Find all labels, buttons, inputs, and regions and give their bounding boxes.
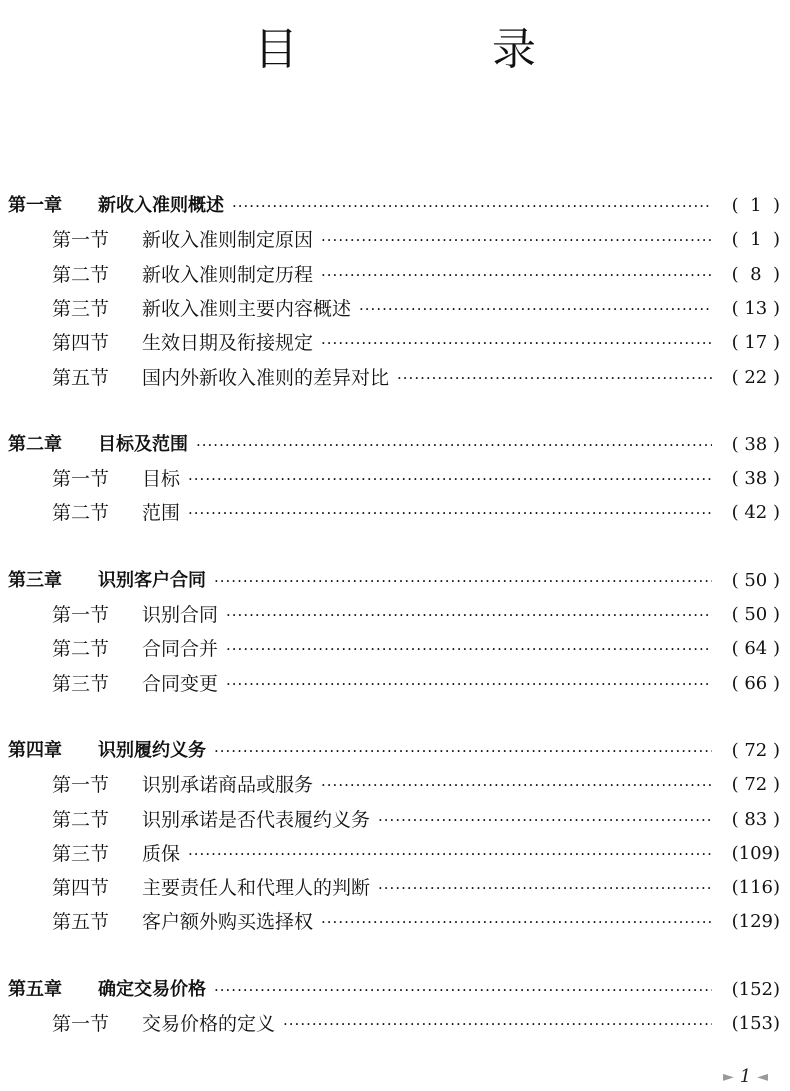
page-title: 目 录 <box>254 24 626 75</box>
toc-section-row <box>0 328 790 358</box>
dot-leader <box>226 669 712 699</box>
dot-leader <box>359 294 712 324</box>
dot-leader <box>283 1009 712 1039</box>
toc-entry-title: 范围 <box>142 502 181 525</box>
toc-page-number: ( 17 ) <box>731 332 780 354</box>
dot-leader <box>321 328 712 358</box>
toc-section-row <box>0 907 790 937</box>
toc-section-row <box>0 805 790 835</box>
toc-entry-title: 目标及范围 <box>98 433 188 455</box>
toc-page-number: (129) <box>731 911 780 933</box>
toc-entry-title: 新收入准则制定原因 <box>142 229 314 252</box>
dot-leader <box>397 363 712 393</box>
toc-entry-title: 质保 <box>142 842 181 865</box>
toc-page-number: ( 38 ) <box>731 468 780 490</box>
toc-chapter-row <box>0 566 790 596</box>
toc-section-row <box>0 634 790 664</box>
toc-entry-title: 目标 <box>142 468 181 491</box>
toc-page-number: ( 13 ) <box>731 297 780 319</box>
toc-entry-number: 第五节 <box>52 366 110 389</box>
toc-page-number: ( 42 ) <box>731 502 780 524</box>
toc-page-number: (116) <box>731 877 780 899</box>
dot-leader <box>196 430 712 460</box>
toc-chapter-row <box>0 430 790 460</box>
dot-leader <box>226 634 712 664</box>
toc-section-row <box>0 600 790 630</box>
toc-page-number: ( 66 ) <box>731 672 780 694</box>
dot-leader <box>378 805 712 835</box>
dot-leader <box>321 907 712 937</box>
toc-section-row <box>0 873 790 903</box>
left-marker-icon: ► <box>722 1068 734 1085</box>
toc-entry-title: 主要责任人和代理人的判断 <box>142 877 371 900</box>
toc-section-row <box>0 260 790 290</box>
toc-chapter-row <box>0 191 790 221</box>
toc-entry-number: 第三节 <box>52 842 110 865</box>
toc-page-number: ( 64 ) <box>731 638 780 660</box>
toc-entry-title: 国内外新收入准则的差异对比 <box>142 366 390 389</box>
toc-section-row <box>0 1009 790 1039</box>
dot-leader <box>226 600 712 630</box>
toc-section-row <box>0 294 790 324</box>
dot-leader <box>321 770 712 800</box>
dot-leader <box>214 566 712 596</box>
toc-entry-title: 合同变更 <box>142 672 219 695</box>
toc-entry-title: 新收入准则主要内容概述 <box>142 297 352 320</box>
toc-entry-title: 识别承诺商品或服务 <box>142 774 314 797</box>
toc-page-number: ( 1 ) <box>731 229 780 251</box>
toc-page-number: ( 8 ) <box>731 263 780 285</box>
toc-page-number: (152) <box>731 978 780 1000</box>
toc-page-number: (109) <box>731 842 780 864</box>
toc-page-number: ( 83 ) <box>731 808 780 830</box>
toc-page-number: ( 50 ) <box>731 569 780 591</box>
dot-leader <box>214 736 712 766</box>
toc-entry-number: 第五节 <box>52 911 110 934</box>
toc-entry-number: 第三节 <box>52 672 110 695</box>
dot-leader <box>378 873 712 903</box>
toc-entry-number: 第二节 <box>52 808 110 831</box>
toc-page-number: ( 72 ) <box>731 739 780 761</box>
toc-section-row <box>0 839 790 869</box>
page-footer <box>723 1066 768 1087</box>
toc-entry-title: 识别客户合同 <box>98 569 206 591</box>
toc-entry-number: 第三节 <box>52 297 110 320</box>
toc-page-number: ( 72 ) <box>731 774 780 796</box>
toc-entry-number: 第五章 <box>8 978 62 1000</box>
toc-entry-number: 第四章 <box>8 739 62 761</box>
toc-chapter-row <box>0 736 790 766</box>
toc-page-number: ( 22 ) <box>731 366 780 388</box>
toc-section-row <box>0 363 790 393</box>
toc-page-number: ( 38 ) <box>731 433 780 455</box>
dot-leader <box>321 260 712 290</box>
toc-entry-number: 第四节 <box>52 332 110 355</box>
toc-entry-number: 第四节 <box>52 877 110 900</box>
toc-chapter-row <box>0 975 790 1005</box>
toc-entry-title: 客户额外购买选择权 <box>142 911 314 934</box>
dot-leader <box>232 191 712 221</box>
toc-entry-number: 第三章 <box>8 569 62 591</box>
toc-entry-title: 识别承诺是否代表履约义务 <box>142 808 371 831</box>
dot-leader <box>321 225 712 255</box>
toc-section-row <box>0 770 790 800</box>
toc-entry-title: 确定交易价格 <box>98 978 206 1000</box>
toc-entry-title: 识别合同 <box>142 604 219 626</box>
toc-entry-number: 第一章 <box>8 195 62 216</box>
toc-section-row <box>0 498 790 528</box>
toc-entry-title: 生效日期及衔接规定 <box>142 332 314 355</box>
dot-leader <box>188 498 712 528</box>
toc-page-number: (153) <box>731 1013 780 1034</box>
toc-entry-title: 交易价格的定义 <box>142 1013 276 1035</box>
dot-leader <box>214 975 712 1005</box>
toc-entry-number: 第二节 <box>52 502 110 525</box>
toc-entry-number: 第一节 <box>52 229 110 252</box>
toc-section-row <box>0 464 790 494</box>
toc-entry-number: 第一节 <box>52 1013 110 1035</box>
toc-section-row <box>0 225 790 255</box>
dot-leader <box>188 464 712 494</box>
toc-entry-number: 第二节 <box>52 638 110 661</box>
toc-entry-number: 第二章 <box>8 433 62 455</box>
toc-entry-title: 新收入准则制定历程 <box>142 263 314 286</box>
toc-page-number: ( 1 ) <box>731 195 780 216</box>
toc-entry-title: 新收入准则概述 <box>98 195 224 216</box>
toc-entry-number: 第一节 <box>52 774 110 797</box>
toc-entry-number: 第一节 <box>52 604 110 626</box>
dot-leader <box>188 839 712 869</box>
toc-section-row <box>0 669 790 699</box>
toc-entry-number: 第二节 <box>52 263 110 286</box>
right-marker-icon: ◄ <box>757 1068 768 1085</box>
toc-entry-title: 合同合并 <box>142 638 219 661</box>
toc-entry-number: 第一节 <box>52 468 110 491</box>
toc-page-number: ( 50 ) <box>731 604 780 625</box>
toc-entry-title: 识别履约义务 <box>98 739 206 761</box>
page-number: 1 <box>739 1066 752 1087</box>
